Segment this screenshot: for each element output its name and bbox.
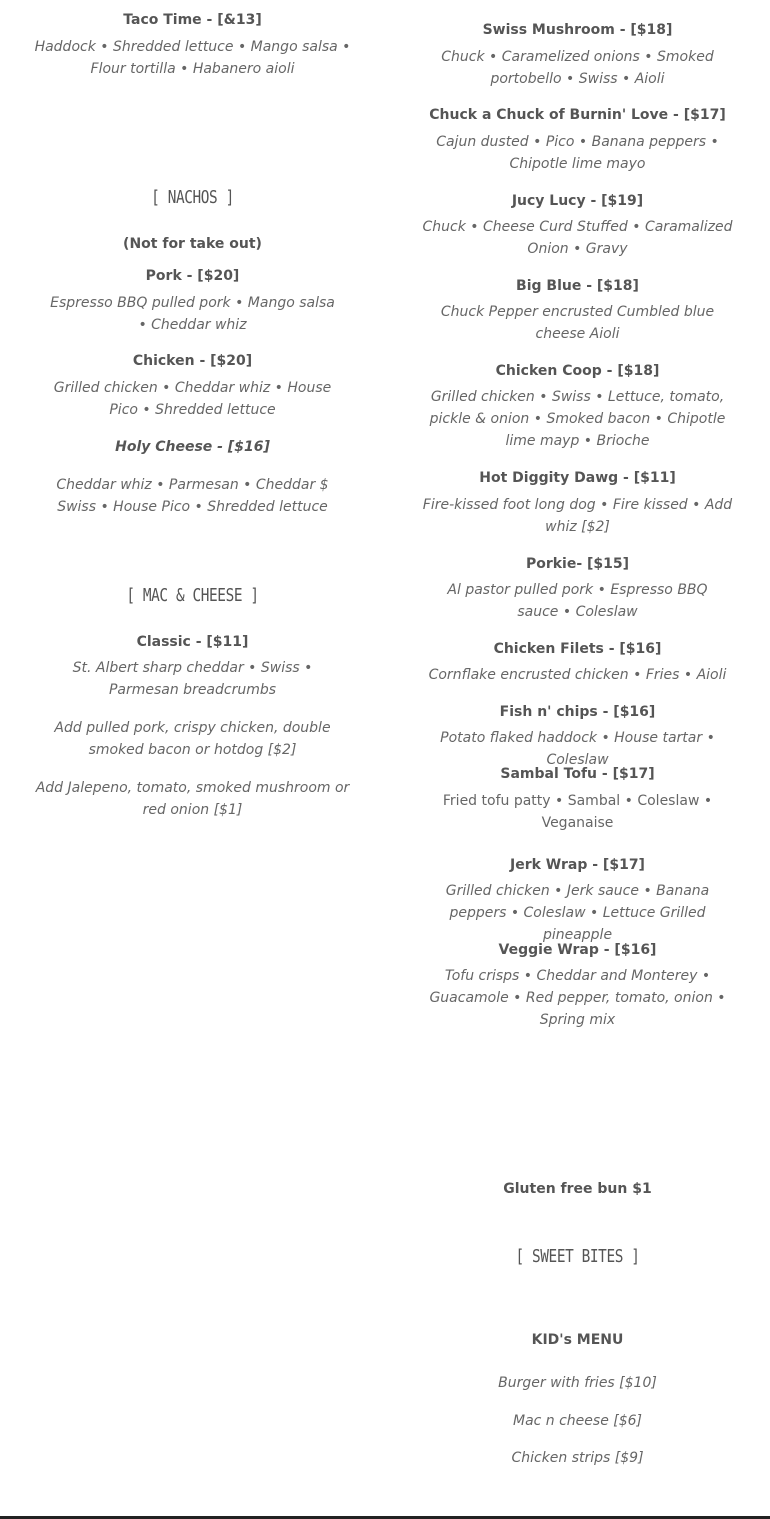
menu-item-title: Big Blue - [$18]	[516, 278, 639, 294]
menu-item-description: Fried tofu patty • Sambal • Coleslaw • Veganaise	[442, 793, 713, 831]
menu-item-title: Chuck a Chuck of Burnin' Love - [$17]	[429, 107, 726, 123]
menu-item-title: Sambal Tofu - [$17]	[500, 766, 655, 782]
nachos-note: (Not for take out)	[123, 236, 262, 252]
menu-item-title: Porkie- [$15]	[525, 556, 630, 572]
menu-item-description: Haddock • Shredded lettuce • Mango salsa • Flour tortilla • Habanero aioli	[34, 39, 351, 77]
menu-item-title: Taco Time - [&13]	[123, 12, 262, 28]
kids-menu-heading: KID's MENU	[531, 1332, 624, 1348]
kids-menu-item: Mac n cheese [$6]	[512, 1413, 643, 1429]
menu-item-description: Cornflake encrusted chicken • Fries • Aioli	[428, 667, 727, 683]
mac-addon-note: Add pulled pork, crispy chicken, double smoked bacon or hotdog [$2]	[54, 720, 331, 758]
menu-item-title: Veggie Wrap - [$16]	[498, 942, 657, 958]
menu-item-title: Jerk Wrap - [$17]	[510, 857, 645, 873]
menu-item-title: Fish n' chips - [$16]	[499, 704, 656, 720]
menu-item-title: Holy Cheese - [$16]	[115, 439, 270, 455]
menu-item-description: Potato flaked haddock • House tartar • Coleslaw	[440, 730, 715, 768]
menu-item-description: Cheddar whiz • Parmesan • Cheddar $ Swiss • House Pico • Shredded lettuce	[56, 477, 329, 515]
menu-item-title: Swiss Mushroom - [$18]	[482, 22, 673, 38]
menu-item-description: Espresso BBQ pulled pork • Mango salsa • Cheddar whiz	[50, 295, 335, 333]
menu-item-title: Chicken Filets - [$16]	[493, 641, 662, 657]
menu-item-title: Pork - [$20]	[145, 268, 240, 284]
section-heading-mac-cheese: [ MAC & CHEESE ]	[126, 585, 259, 606]
kids-menu-item: Chicken strips [$9]	[511, 1450, 644, 1466]
menu-item-title: Hot Diggity Dawg - [$11]	[479, 470, 676, 486]
kids-menu-item: Burger with fries [$10]	[498, 1375, 657, 1391]
menu-item-title: Classic - [$11]	[136, 634, 249, 650]
menu-item-title: Jucy Lucy - [$19]	[511, 193, 644, 209]
gluten-free-note: Gluten free bun $1	[503, 1181, 652, 1197]
menu-item-description: Chuck • Caramelized onions • Smoked portobello • Swiss • Aioli	[441, 49, 714, 87]
menu-item-title: Chicken - [$20]	[132, 353, 253, 369]
mac-addon-note: Add Jalepeno, tomato, smoked mushroom or red onion [$1]	[35, 780, 350, 818]
menu-item-description: St. Albert sharp cheddar • Swiss • Parmesan breadcrumbs	[72, 660, 313, 698]
menu-item-description: Grilled chicken • Swiss • Lettuce, tomato, pickle & onion • Smoked bacon • Chipotle lime mayp • Brioche	[429, 389, 726, 449]
section-heading-nachos: [ NACHOS ]	[151, 187, 234, 208]
menu-item-description: Fire-kissed foot long dog • Fire kissed • Add whiz [$2]	[422, 497, 733, 535]
menu-item-description: Grilled chicken • Jerk sauce • Banana peppers • Coleslaw • Lettuce Grilled pineapple	[445, 883, 710, 943]
menu-item-description: Chuck Pepper encrusted Cumbled blue cheese Aioli	[440, 304, 715, 342]
menu-item-title: Chicken Coop - [$18]	[495, 363, 660, 379]
menu-item-description: Chuck • Cheese Curd Stuffed • Caramalized Onion • Gravy	[422, 219, 733, 257]
menu-item-description: Grilled chicken • Cheddar whiz • House Pico • Shredded lettuce	[53, 380, 332, 418]
menu-item-description: Cajun dusted • Pico • Banana peppers • Chipotle lime mayo	[436, 134, 719, 172]
menu-item-description: Tofu crisps • Cheddar and Monterey • Guacamole • Red pepper, tomato, onion • Spring mix	[429, 968, 726, 1028]
section-heading-sweet-bites: [ SWEET BITES ]	[515, 1246, 640, 1267]
menu-item-description: Al pastor pulled pork • Espresso BBQ sauce • Coleslaw	[447, 582, 708, 620]
